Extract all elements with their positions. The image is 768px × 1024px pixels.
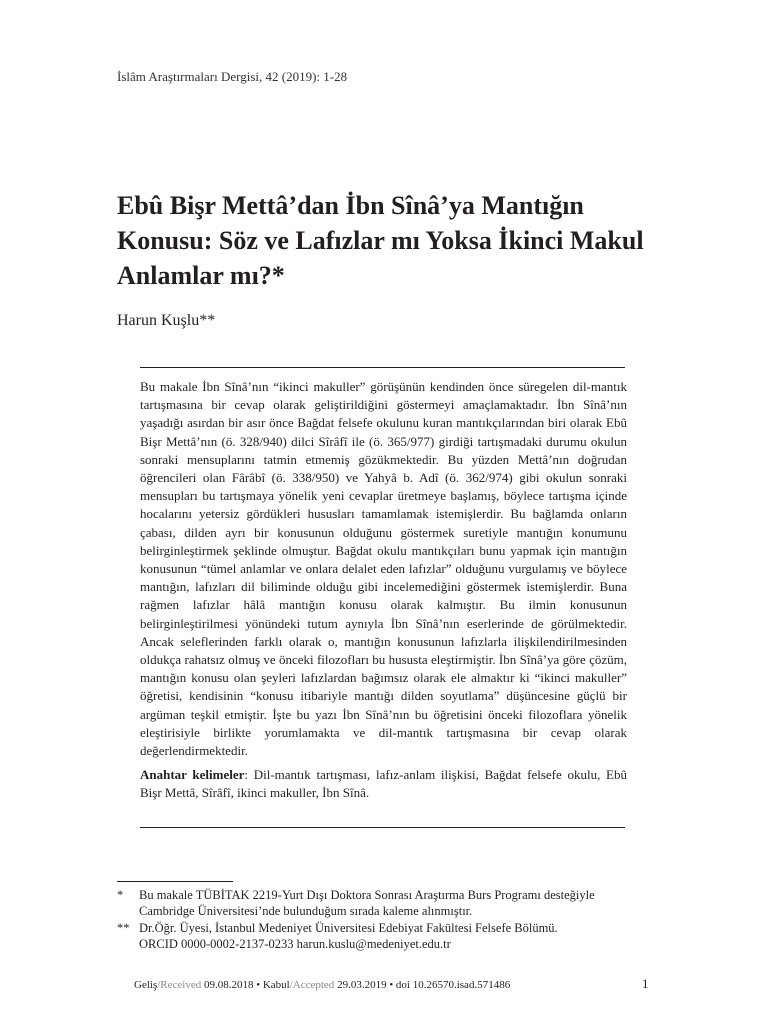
abstract-bottom-rule bbox=[140, 827, 625, 828]
footnote-line: Bu makale TÜBİTAK 2219-Yurt Dışı Doktora Sonrası Araştırma Burs Programı desteğiyle bbox=[139, 888, 595, 902]
received-label-en: /Received bbox=[157, 979, 202, 991]
keywords-label: Anahtar kelimeler bbox=[140, 767, 245, 782]
footnote-rule bbox=[117, 881, 233, 882]
footnotes bbox=[117, 887, 637, 953]
footnote-line: Cambridge Üniversitesi’nde bulunduğum sırada kaleme alınmıştır. bbox=[139, 904, 473, 918]
accepted-date-doi: 29.03.2019 • doi 10.26570.isad.571486 bbox=[334, 979, 511, 991]
journal-citation: İslâm Araştırmaları Dergisi, 42 (2019): 1-28 bbox=[117, 69, 348, 84]
article-title: Ebû Bişr Mettâ’dan İbn Sînâ’ya Mantığın Konusu: Söz ve Lafızlar mı Yoksa İkinci Makul Anlamlar mı?* bbox=[117, 191, 644, 290]
received-date: 09.08.2018 • bbox=[201, 979, 263, 991]
footnote-line: Dr.Öğr. Üyesi, İstanbul Medeniyet Üniversitesi Edebiyat Fakültesi Felsefe Bölümü. bbox=[139, 921, 558, 935]
page-number: 1 bbox=[642, 976, 649, 991]
keywords bbox=[140, 766, 627, 802]
author-name: Harun Kuşlu** bbox=[117, 312, 216, 329]
accepted-label-en: /Accepted bbox=[289, 979, 335, 991]
keywords-text: : Dil-mantık tartışması, lafız-anlam ilişkisi, Bağdat felsefe okulu, Ebû Bişr Mettâ, Sîrâfî, ikinci makuller, İbn Sînâ. bbox=[140, 767, 627, 801]
footnote-mark: * bbox=[117, 888, 124, 902]
footnote-2 bbox=[117, 920, 637, 952]
footnote-line: ORCID 0000-0002-2137-0233 harun.kuslu@medeniyet.edu.tr bbox=[139, 937, 451, 951]
footnote-mark: ** bbox=[117, 921, 130, 935]
abstract-text: Bu makale İbn Sînâ’nın “ikinci makuller” görüşünün kendinden önce süregelen dil-mantık tartışmasına bir cevap olarak geliştirildiğini göstermeyi amaçlamaktadır. İbn Sînâ’nın yaşadığı asırdan bir asır önce Bağdat felsefe okulunu kuran mantıkçılarından biri olarak Ebû Bişr Mettâ’nın (ö. 328/940) dilci Sîrâfî ile (ö. 365/977) girdiği tartışmadaki durumu okulun sonraki mensuplarını tatmin etmemiş gözükmektedir. Bu yüzden Mettâ’nın doğrudan öğrencileri olan Fârâbî (ö. 338/950) ve Yahyâ b. Adî (ö. 362/974) gibi okulun sonraki mensupları bu tartışmaya yönelik yeni cevaplar üretmeye başlamış, böylece tartışma içinde hocalarını yetersiz gördükleri hususları tamamlamak istemişlerdir. Bu bağlamda onların çabası, dilden ayrı bir konusunun olduğunu göstermek suretiyle mantığın konumunu belirginleştirmek şeklinde olmuştur. Bağdat okulu mantıkçıları bunu yapmak için mantığın konusunun “tümel anlamlar ve onlara delalet eden lafızlar” olduğunu vurgulamış ve böylece mantığın, lafızları dil biliminde olduğu gibi incelemediğini göstermek istemişlerdir. Buna rağmen lafızlar hâlâ mantığın konusu olarak kalmıştır. Bu ilmin konusunun belirginleştirilmesi yönündeki tutum aynıyla İbn Sînâ’nın eserlerinde de görülmektedir. Ancak seleflerinden farklı olarak o, mantığın konusunun lafızlarla ilişkilendirilmesinden oldukça rahatsız olmuş ve önceki filozofları bu hususta eleştirmiştir. İbn Sînâ’ya göre çözüm, mantığın konusu olan şeyleri lafızlardan bağımsız olarak ele almaktır ki “ikinci makuller” öğretisi, kendisinin “konusu itibariyle mantığı dilden soyutlama” düşüncesine güçlü bir argüman teşkil etmiştir. İşte bu yazı İbn Sînâ’nın bu öğretisini önceki filozoflara yönelik eleştirisiyle birlikte yorumlamakta ve dil-mantık tartışmasına bir cevap olarak değerlendirmektedir. bbox=[140, 379, 627, 759]
abstract-top-rule bbox=[140, 367, 625, 368]
footnote-1 bbox=[117, 887, 637, 919]
publication-dates bbox=[134, 979, 510, 991]
received-label: Geliş bbox=[134, 979, 158, 991]
accepted-label: Kabul bbox=[262, 979, 290, 991]
